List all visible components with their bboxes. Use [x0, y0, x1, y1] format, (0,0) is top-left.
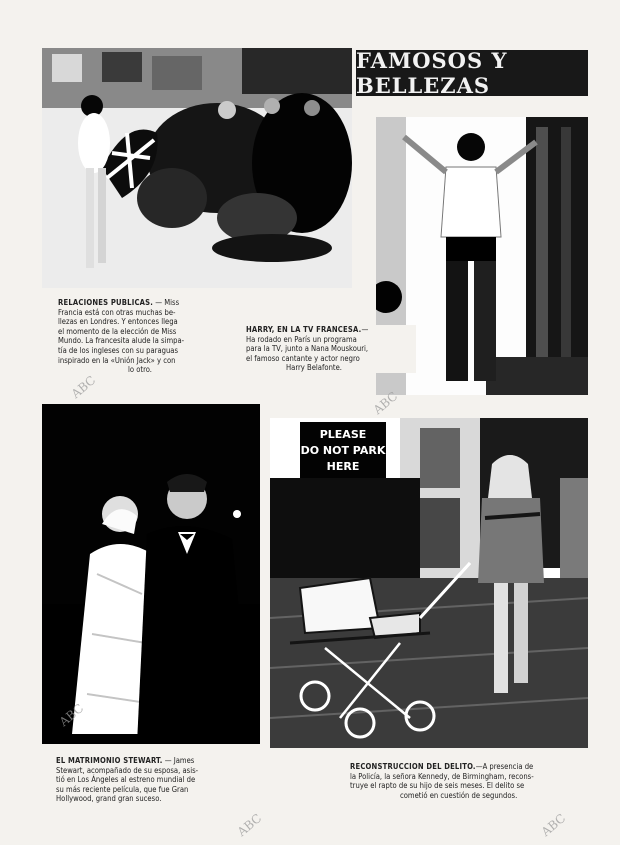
- caption-lead: RECONSTRUCCION DEL DELITO.: [350, 762, 476, 771]
- caption-lead: RELACIONES PUBLICAS.: [58, 298, 154, 307]
- caption-line: el momento de la elección de Miss: [58, 326, 177, 336]
- watermark-text: ABC: [234, 810, 265, 840]
- caption-line: truye el rapto de su hijo de seis meses. El delito se: [350, 781, 525, 791]
- caption-line: Hollywood, grand gran suceso.: [56, 794, 162, 804]
- photo-reconstruccion-delito: [270, 418, 588, 748]
- caption-line: su más reciente película, que fue Gran: [56, 784, 189, 794]
- caption-line: Harry Belafonte.: [286, 363, 342, 373]
- caption-line: —A presencia de: [475, 762, 534, 771]
- caption-reconstruccion-delito: [350, 762, 576, 800]
- caption-line: Francia está con otras muchas be-: [58, 307, 176, 317]
- caption-line: llezas en Londres. Y entonces llega: [58, 317, 178, 327]
- photo-miss-francia: [42, 48, 352, 288]
- sign-line-3: HERE: [326, 460, 360, 473]
- caption-line: cometió en cuestión de segundos.: [400, 790, 518, 800]
- caption-line: Mundo. La francesita alude la simpa-: [58, 336, 185, 346]
- caption-line: — James: [162, 756, 195, 765]
- caption-line: —: [361, 325, 369, 334]
- photo-matrimonio-stewart: [42, 404, 260, 744]
- caption-line: — Miss: [153, 298, 180, 307]
- section-banner: [356, 50, 588, 96]
- watermark-text: ABC: [370, 388, 401, 418]
- sign-line-1: PLEASE: [319, 428, 367, 441]
- watermark-text: ABC: [538, 810, 569, 840]
- caption-matrimonio-stewart: [56, 756, 262, 804]
- caption-harry-tv-francesa: [246, 325, 416, 373]
- caption-lead: EL MATRIMONIO STEWART.: [56, 756, 163, 765]
- caption-line: lo otro.: [128, 365, 152, 375]
- caption-line: la Policía, la señora Kennedy, de Birmingham, recons-: [350, 771, 534, 781]
- watermark-text: ABC: [68, 372, 99, 402]
- watermark-text: ABC: [56, 700, 87, 730]
- caption-line: tía de los ingleses con su paraguas: [58, 345, 179, 355]
- section-title: FAMOSOS Y BELLEZAS: [356, 48, 508, 98]
- caption-line: Stewart, acompañado de su esposa, asis-: [56, 765, 199, 775]
- sign-line-2: DO NOT PARK: [300, 444, 386, 457]
- caption-relaciones-publicas: [58, 298, 236, 375]
- caption-line: inspirado en la «Unión Jack» y con: [58, 355, 176, 365]
- caption-line: tió en Los Ángeles al estreno mundial de: [56, 775, 196, 785]
- caption-line: el famoso cantante y actor negro: [246, 353, 360, 363]
- caption-line: Ha rodado en París un programa: [246, 334, 357, 344]
- caption-line: para la TV, junto a Nana Mouskouri,: [246, 344, 369, 354]
- caption-lead: HARRY, EN LA TV FRANCESA.: [246, 325, 362, 334]
